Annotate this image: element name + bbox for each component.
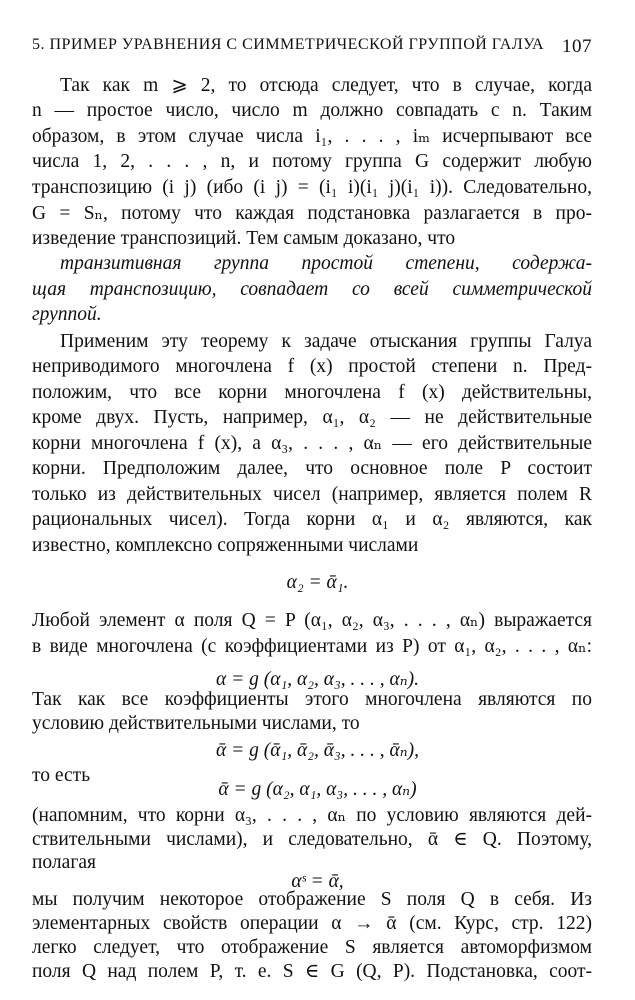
text-line: корни многочлена f (x), а α₃, . . . , αₙ — его действительные — [32, 433, 592, 454]
text-line: транспозицию (i j) (ибо (i j) = (i₁ i)(i₁ j)(i₁ i)). Следовательно, — [32, 177, 592, 198]
text-line: положим, что все корни многочлена f (x) действительны, — [32, 382, 592, 403]
text-line: Любой элемент α поля Q = P (α₁, α₂, α₃, . . . , αₙ) выражается — [32, 610, 592, 631]
formula: ᾱ = g (α₂, α₁, α₃, . . . , αₙ) — [218, 779, 417, 800]
page-number: 107 — [562, 36, 592, 57]
formula: ᾱ = g (ᾱ₁, ᾱ₂, ᾱ₃, . . . , ᾱₙ), — [215, 740, 420, 761]
running-title: 5. ПРИМЕР УРАВНЕНИЯ С СИММЕТРИЧЕСКОЙ ГРУППОЙ ГАЛУА — [32, 36, 545, 53]
text-line: числа 1, 2, . . . , n, и потому группа G содержит любую — [32, 151, 592, 172]
text-line: условию действительными числами, то — [32, 713, 360, 734]
text-line: Так как все коэффициенты этого многочлена являются по — [32, 689, 592, 710]
text-line: Применим эту теорему к задаче отыскания группы Галуа — [60, 331, 592, 352]
formula: α = g (α₁, α₂, α₃, . . . , αₙ). — [215, 669, 420, 690]
text-line: (напомним, что корни α₃, . . . , αₙ по условию являются дей- — [32, 805, 592, 826]
text-line: в виде многочлена (с коэффициентами из P) от α₁, α₂, . . . , αₙ: — [32, 636, 592, 657]
theorem-line: щая транспозицию, совпадает со всей симметрической — [32, 279, 592, 300]
text-line: полагая — [32, 852, 96, 873]
text-line: ствительными числами), и следовательно, ᾱ ∈ Q. Поэтому, — [32, 829, 592, 850]
running-head — [32, 36, 592, 58]
formula: α₂ = ᾱ₁. — [286, 572, 349, 593]
text-line: элементарных свойств операции α → ᾱ (см. Курс, стр. 122) — [32, 913, 592, 934]
text-line: неприводимого многочлена f (x) простой степени n. Пред- — [32, 356, 592, 377]
text-line: известно, комплексно сопряженными числами — [32, 535, 419, 556]
text-line: то есть — [32, 765, 91, 786]
theorem-line: транзитивная группа простой степени, содержа- — [60, 253, 592, 274]
text-line: только из действительных чисел (например, является полем R — [32, 484, 592, 505]
text-line: n — простое число, число m должно совпадать с n. Таким — [32, 100, 592, 121]
text-line: рациональных чисел). Тогда корни α₁ и α₂ являются, как — [32, 509, 592, 530]
text-line: поля Q над полем P, т. е. S ∈ G (Q, P). Подстановка, соот- — [32, 961, 592, 982]
text-line: изведение транспозиций. Тем самым доказано, что — [32, 228, 456, 249]
theorem-line: группой. — [32, 304, 102, 325]
formula: αˢ = ᾱ, — [291, 871, 344, 892]
text-line: образом, в этом случае числа i₁, . . . , iₘ исчерпывают все — [32, 126, 592, 147]
text-line: мы получим некоторое отображение S поля Q в себя. Из — [32, 889, 592, 910]
text-line: корни. Предположим далее, что основное поле P состоит — [32, 458, 592, 479]
text-line: кроме двух. Пусть, например, α₁, α₂ — не действительные — [32, 407, 592, 428]
text-line: Так как m ⩾ 2, то отсюда следует, что в случае, когда — [60, 75, 592, 96]
text-line: легко следует, что отображение S является автоморфизмом — [32, 937, 592, 958]
text-line: G = Sₙ, потому что каждая подстановка разлагается в про- — [32, 203, 592, 224]
